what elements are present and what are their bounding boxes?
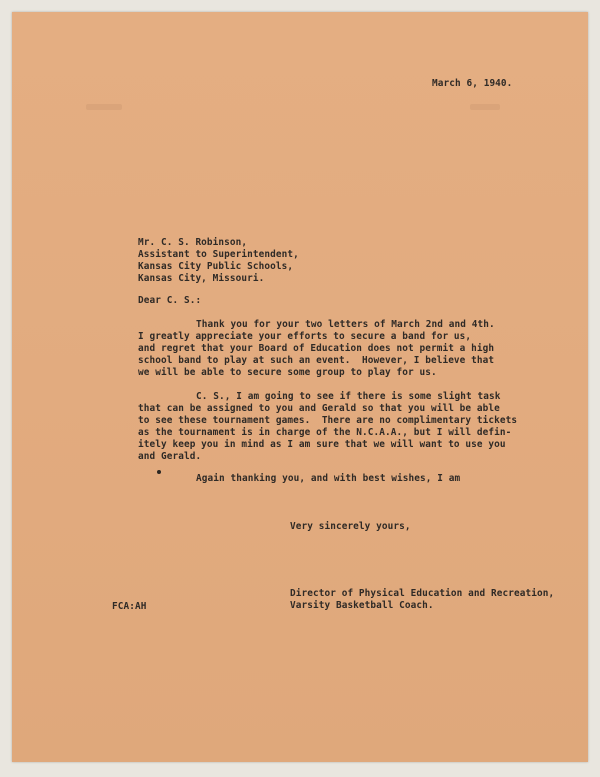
paragraph-1-line: I greatly appreciate your efforts to secure a band for us, xyxy=(138,331,472,342)
recipient-line: Mr. C. S. Robinson, xyxy=(138,237,248,248)
recipient-line: Assistant to Superintendent, xyxy=(138,249,299,260)
paragraph-2-line: and Gerald. xyxy=(138,451,202,462)
recipient-line: Kansas City Public Schools, xyxy=(138,261,294,272)
paragraph-1-line: and regret that your Board of Education does not permit a high xyxy=(138,343,495,354)
paragraph-2-line: C. S., I am going to see if there is some slight task xyxy=(196,391,501,402)
paragraph-2-line: as the tournament is in charge of the N.C.A.A., but I will defin- xyxy=(138,427,512,438)
salutation: Dear C. S.: xyxy=(138,295,202,306)
paragraph-3: Again thanking you, and with best wishes, I am xyxy=(196,473,461,484)
closing: Very sincerely yours, xyxy=(290,521,411,532)
recipient-line: Kansas City, Missouri. xyxy=(138,273,265,284)
show-through-mark xyxy=(86,104,122,110)
paragraph-2-line: itely keep you in mind as I am sure that we will want to use you xyxy=(138,439,506,450)
signature-title-line: Director of Physical Education and Recreation, xyxy=(290,588,555,599)
paragraph-1-line: school band to play at such an event. However, I believe that xyxy=(138,355,495,366)
ink-spot xyxy=(157,470,161,474)
letter-date: March 6, 1940. xyxy=(432,78,513,89)
signature-title-line: Varsity Basketball Coach. xyxy=(290,600,434,611)
paragraph-2-line: that can be assigned to you and Gerald so that you will be able xyxy=(138,403,500,414)
paragraph-2-line: to see these tournament games. There are no complimentary tickets xyxy=(138,415,518,426)
typist-initials: FCA:AH xyxy=(112,601,147,612)
letter-paper xyxy=(12,12,588,762)
show-through-mark xyxy=(470,104,500,110)
paragraph-1-line: Thank you for your two letters of March 2nd and 4th. xyxy=(196,319,495,330)
paragraph-1-line: we will be able to secure some group to play for us. xyxy=(138,367,437,378)
